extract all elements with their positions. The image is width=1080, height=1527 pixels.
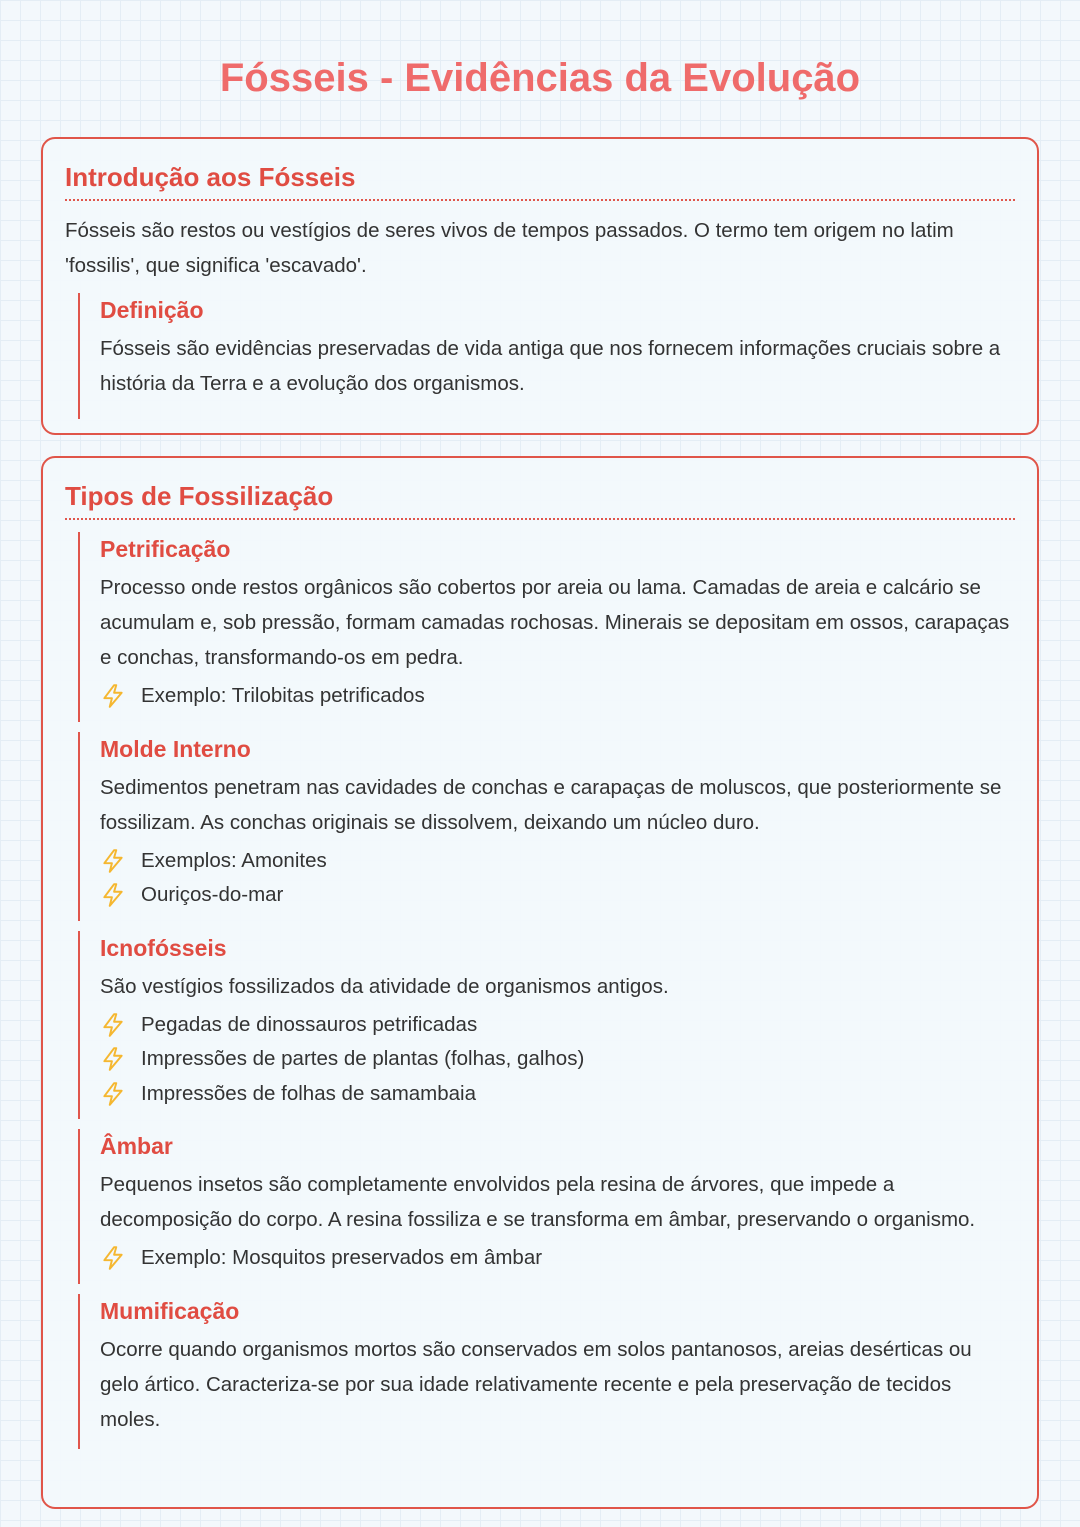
list-item — [100, 1042, 1015, 1077]
item-text: Ouriços-do-mar — [141, 883, 284, 906]
item-text: Impressões de folhas de samambaia — [141, 1081, 477, 1105]
item-text: Pegadas de dinossauros petrificadas — [141, 1012, 478, 1036]
intro-text: Fósseis são restos ou vestígios de seres vivos de tempos passados. O termo tem origem no latim 'fossilis', que significa 'escavado'. — [65, 219, 954, 277]
list-item — [100, 844, 1015, 879]
example-list — [100, 1008, 1015, 1112]
list-item — [100, 679, 1015, 714]
lightning-icon — [100, 1245, 126, 1271]
section-mumificacao — [78, 1294, 1015, 1449]
lightning-icon — [100, 1046, 126, 1072]
section-title: Petrificação — [100, 536, 231, 562]
list-item — [100, 1008, 1015, 1043]
lightning-icon — [100, 683, 126, 709]
definition-section — [78, 293, 1015, 419]
types-card — [41, 456, 1039, 1509]
section-icnofosseis — [78, 931, 1015, 1120]
example-list — [100, 844, 1015, 913]
section-ambar — [78, 1129, 1015, 1284]
section-title: Molde Interno — [100, 735, 251, 762]
section-text: São vestígios fossilizados da atividade de organismos antigos. — [100, 974, 669, 998]
list-item — [100, 1241, 1015, 1276]
section-text: Sedimentos penetram nas cavidades de conchas e carapaças de moluscos, que posteriormente se fossilizam. As conchas originais se dissolvem, deixando um núcleo duro. — [100, 775, 1002, 834]
definition-text: Fósseis são evidências preservadas de vida antiga que nos fornecem informações cruciais sobre a história da Terra e a evolução dos organismos. — [100, 337, 1001, 395]
section-title: Mumificação — [100, 1297, 240, 1324]
item-text: Exemplos: Amonites — [141, 848, 327, 872]
types-title: Tipos de Fossilização — [65, 478, 1015, 520]
item-text: Exemplo: Mosquitos preservados em âmbar — [141, 1246, 543, 1269]
list-item — [100, 1077, 1015, 1112]
lightning-icon — [100, 1081, 126, 1107]
item-text: Exemplo: Trilobitas petrificados — [141, 684, 425, 707]
lightning-icon — [100, 1012, 126, 1038]
intro-title: Introdução aos Fósseis — [65, 159, 1015, 201]
item-text: Impressões de partes de plantas (folhas, galhos) — [141, 1047, 585, 1070]
section-text: Ocorre quando organismos mortos são conservados em solos pantanosos, areias desérticas ou gelo ártico. Caracteriza-se por sua idade relativamente recente e pela preservação de tecidos moles. — [100, 1337, 972, 1431]
section-title: Icnofósseis — [100, 934, 227, 961]
example-list — [100, 1241, 1015, 1276]
page-title: Fósseis - Evidências da Evolução — [219, 56, 861, 100]
lightning-icon — [100, 882, 126, 908]
section-molde-interno — [78, 732, 1015, 921]
section-title: Âmbar — [100, 1133, 173, 1159]
intro-card — [41, 137, 1039, 435]
section-petrificacao — [78, 532, 1015, 722]
lightning-icon — [100, 848, 126, 874]
section-text: Processo onde restos orgânicos são cobertos por areia ou lama. Camadas de areia e calcário se acumulam e, sob pressão, formam camadas rochosas. Minerais se depositam em ossos, carapaças e conchas, transformando-os em pedra. — [100, 576, 1010, 669]
section-text: Pequenos insetos são completamente envolvidos pela resina de árvores, que impede a decomposição do corpo. A resina fossiliza e se transforma em âmbar, preservando o organismo. — [100, 1173, 976, 1231]
definition-title: Definição — [100, 297, 204, 323]
list-item — [100, 878, 1015, 913]
example-list — [100, 679, 1015, 714]
